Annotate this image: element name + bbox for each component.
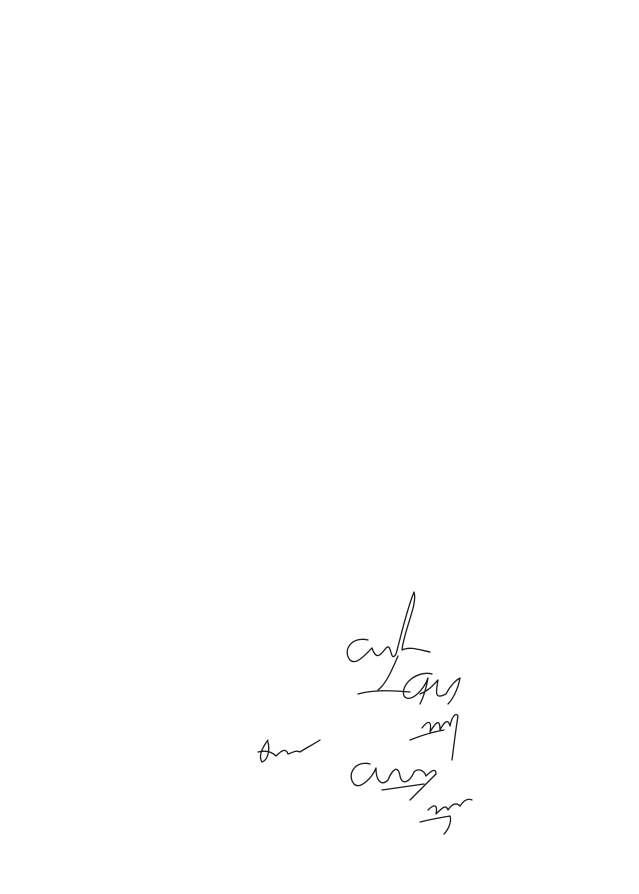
signature-rostenko — [347, 592, 430, 690]
signature-bykova — [258, 740, 320, 762]
signature-safonova — [351, 763, 436, 800]
signature-minkina — [410, 714, 458, 760]
signature-zhavoronkov — [358, 673, 460, 704]
signature-krekov — [420, 799, 472, 834]
